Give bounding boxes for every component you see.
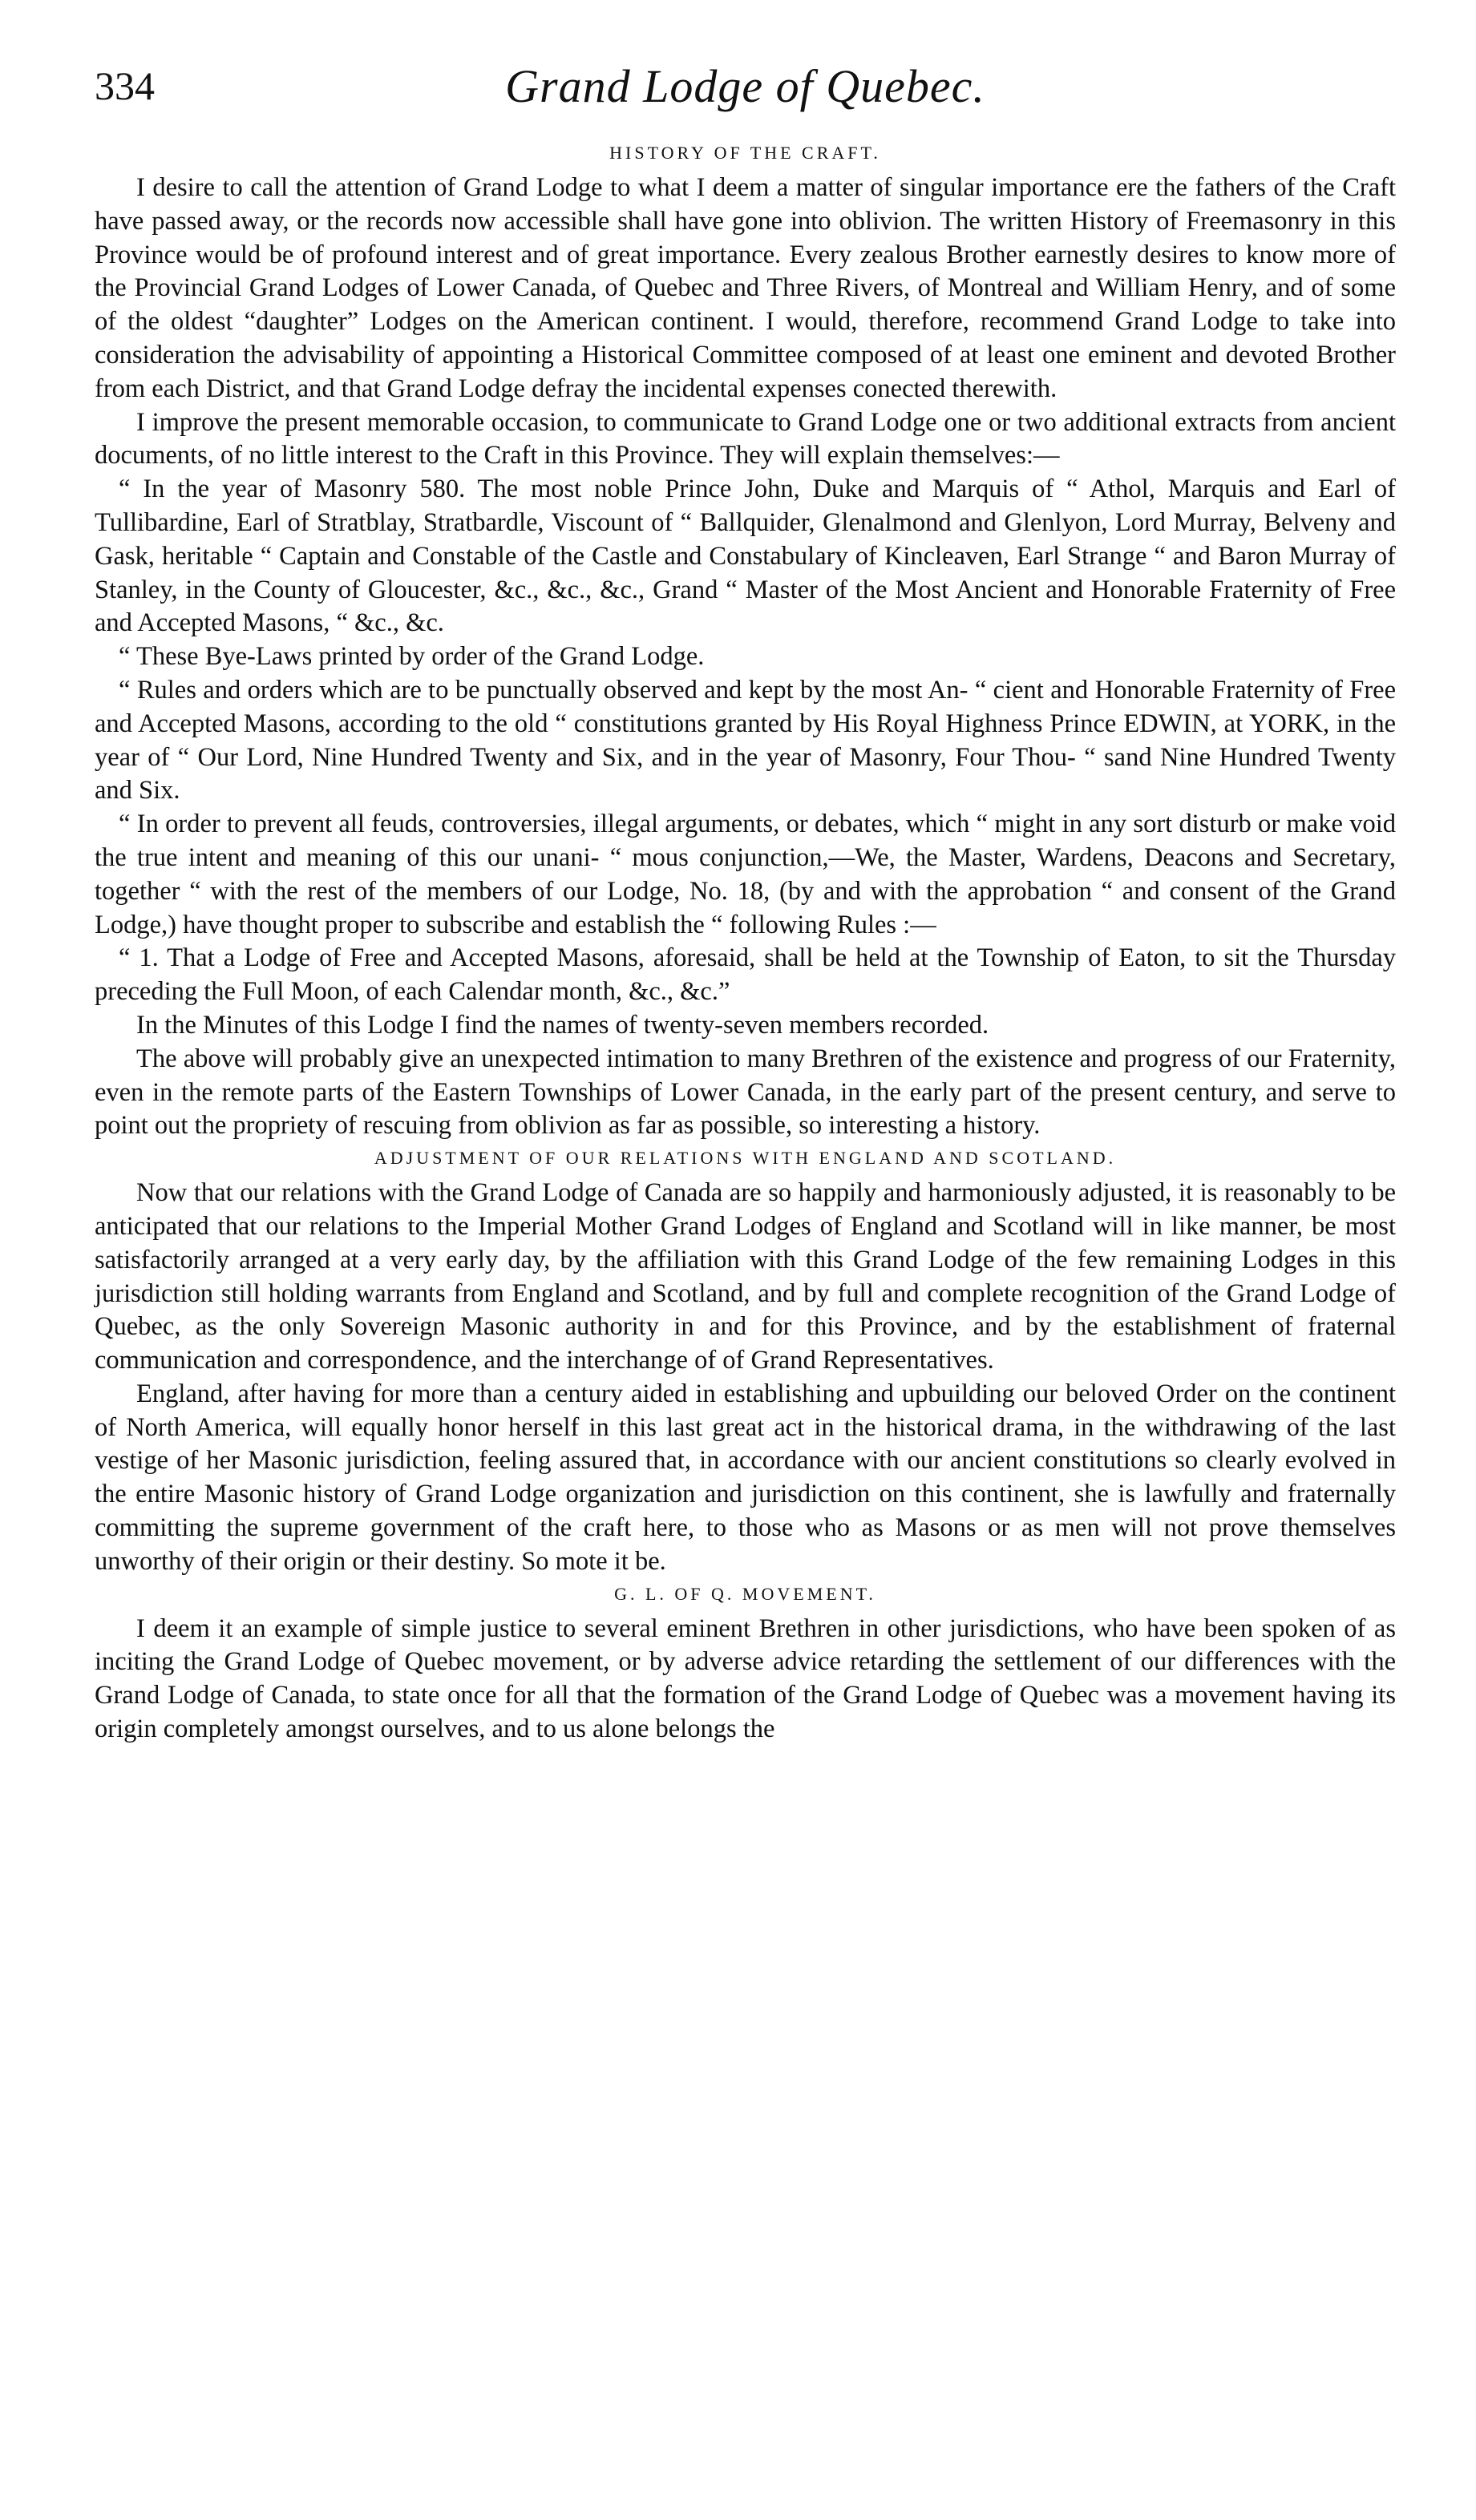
- section-history-of-the-craft: [95, 141, 1396, 1143]
- paragraph: The above will probably give an unexpected intimation to many Brethren of the existence and progress of our Fraternity, even in the remote parts of the Eastern Townships of Lower Canada, in the early part of the present century, and serve to point out the propriety of rescuing from oblivion as far as possible, so interesting a history.: [95, 1044, 1396, 1141]
- running-title: Grand Lodge of Quebec.: [505, 60, 985, 112]
- section-glq-movement: [95, 1582, 1396, 1747]
- quoted-paragraph: “ Rules and orders which are to be punctually observed and kept by the most An- “ cient and Honorable Fraternity of Free and Accepted Masons, according to the old “ constitutions granted by His Royal Highness Prince EDWIN, at YORK, in the year of “ Our Lord, Nine Hundred Twenty and Six, and in the year of Masonry, Four Thou- “ sand Nine Hundred Twenty and Six.: [95, 675, 1396, 806]
- quoted-paragraph: “ These Bye-Laws printed by order of the Grand Lodge.: [119, 642, 705, 672]
- quoted-paragraph: “ 1. That a Lodge of Free and Accepted Masons, aforesaid, shall be held at the Township of Eaton, to sit the Thursday preceding the Full Moon, of each Calendar month, &c., &c.”: [95, 943, 1396, 1007]
- paragraph: I desire to call the attention of Grand Lodge to what I deem a matter of singular importance ere the fathers of the Craft have passed away, or the records now accessible shall have gone into oblivion. The written History of Freemasonry in this Province would be of profound interest and of great importance. Every zealous Brother earnestly desires to know more of the Provincial Grand Lodges of Lower Canada, of Quebec and Three Rivers, of Montreal and William Henry, and of some of the oldest “daughter” Lodges on the American continent. I would, therefore, recommend Grand Lodge to take into consideration the advisability of appointing a Historical Committee composed of at least one eminent and devoted Brother from each District, and that Grand Lodge defray the incidental expenses conected therewith.: [95, 173, 1396, 403]
- section-heading: HISTORY OF THE CRAFT.: [609, 143, 881, 163]
- paragraph: England, after having for more than a century aided in establishing and upbuilding our beloved Order on the continent of North America, will equally honor herself in this last great act in the historical drama, in the withdrawing of the last vestige of her Masonic jurisdiction, feeling assured that, in accordance with our ancient constitutions so clearly evolved in the entire Masonic history of Grand Lodge organization and jurisdiction on this continent, she is lawfully and fraternally committing the supreme government of the craft here, to those who as Masons or as men will not prove themselves unworthy of their origin or their destiny. So mote it be.: [95, 1379, 1396, 1576]
- section-adjustment-of-relations: [95, 1146, 1396, 1579]
- paragraph: Now that our relations with the Grand Lodge of Canada are so happily and harmoniously adjusted, it is reasonably to be anticipated that our relations to the Imperial Mother Grand Lodges of England and Scotland will in like manner, be most satisfactorily arranged at a very early day, by the affiliation with this Grand Lodge of the few remaining Lodges in this jurisdiction still holding warrants from England and Scotland, and by full and complete recognition of the Grand Lodge of Quebec, as the only Sovereign Masonic authority in and for this Province, and by the establishment of fraternal communication and correspondence, and the interchange of of Grand Representatives.: [95, 1178, 1396, 1375]
- section-heading: ADJUSTMENT OF OUR RELATIONS WITH ENGLAND AND SCOTLAND.: [374, 1148, 1117, 1169]
- page-header: [95, 61, 1396, 138]
- section-heading: G. L. OF Q. MOVEMENT.: [614, 1583, 876, 1604]
- paragraph: I deem it an example of simple justice to several eminent Brethren in other jurisdictions, who have been spoken of as inciting the Grand Lodge of Quebec movement, or by adverse advice retarding the settlement of our differences with the Grand Lodge of Canada, to state once for all that the formation of the Grand Lodge of Quebec was a movement having its origin completely amongst ourselves, and to us alone belongs the: [95, 1613, 1396, 1744]
- quoted-paragraph: “ In the year of Masonry 580. The most noble Prince John, Duke and Marquis of “ Athol, Marquis and Earl of Tullibardine, Earl of Stratblay, Stratbardle, Viscount of “ Ballquider, Glenalmond and Glenlyon, Lord Murray, Belveny and Gask, heritable “ Captain and Constable of the Castle and Constabulary of Kincleaven, Earl Strange “ and Baron Murray of Stanley, in the County of Gloucester, &c., &c., &c., Grand “ Master of the Most Ancient and Honorable Fraternity of Free and Accepted Masons, “ &c., &c.: [95, 475, 1396, 638]
- paragraph: In the Minutes of this Lodge I find the names of twenty-seven members recorded.: [136, 1010, 989, 1040]
- page-number: 334: [95, 63, 155, 108]
- quoted-paragraph: “ In order to prevent all feuds, controversies, illegal arguments, or debates, which “ might in any sort disturb or make void the true intent and meaning of this our unani- “ mous conjunction,—We, the Master, Wardens, Deacons and Secretary, together “ with the rest of the members of our Lodge, No. 18, (by and with the approbation “ and consent of the Grand Lodge,) have thought proper to subscribe and establish the “ following Rules :—: [95, 810, 1396, 939]
- paragraph: I improve the present memorable occasion, to communicate to Grand Lodge one or two additional extracts from ancient documents, of no little interest to the Craft in this Province. They will explain themselves:—: [95, 407, 1396, 470]
